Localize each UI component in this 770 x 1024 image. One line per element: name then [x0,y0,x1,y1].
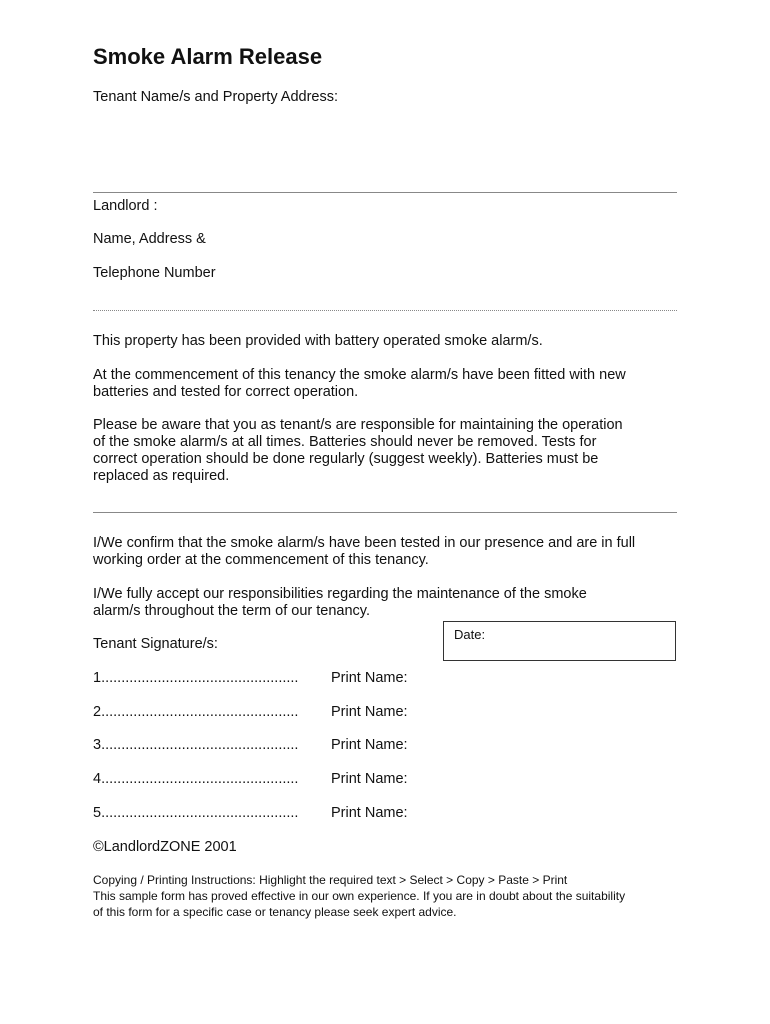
copying-instructions: Copying / Printing Instructions: Highlight the required text > Select > Copy > Paste > Print [93,873,568,887]
responsibility-statement-line-4: replaced as required. [93,468,230,484]
signature-line-1[interactable]: 1................................................. [93,670,299,686]
print-name-label-4: Print Name: [331,771,408,787]
signature-line-5[interactable]: 5................................................. [93,805,299,821]
accept-statement-line-2: alarm/s throughout the term of our tenancy. [93,603,370,619]
responsibility-statement-line-1: Please be aware that you as tenant/s are responsible for maintaining the operation [93,417,623,433]
print-name-label-2: Print Name: [331,704,408,720]
copyright: ©LandlordZONE 2001 [93,839,237,855]
responsibility-statement-line-3: correct operation should be done regularly (suggest weekly). Batteries must be [93,451,599,467]
responsibility-statement-line-2: of the smoke alarm/s at all times. Batteries should never be removed. Tests for [93,434,597,450]
disclaimer-line-2: of this form for a specific case or tenancy please seek expert advice. [93,905,457,919]
signature-line-4[interactable]: 4................................................. [93,771,299,787]
date-field[interactable] [443,621,676,661]
landlord-name-address-label: Name, Address & [93,231,206,247]
divider-2 [93,310,677,311]
provided-statement: This property has been provided with battery operated smoke alarm/s. [93,333,543,349]
accept-statement-line-1: I/We fully accept our responsibilities regarding the maintenance of the smoke [93,586,587,602]
print-name-label-5: Print Name: [331,805,408,821]
confirm-statement-line-1: I/We confirm that the smoke alarm/s have been tested in our presence and are in full [93,535,636,551]
divider-3 [93,512,677,513]
signature-line-3[interactable]: 3................................................. [93,737,299,753]
landlord-label: Landlord : [93,198,158,214]
print-name-label-1: Print Name: [331,670,408,686]
date-label: Date: [454,627,486,642]
signature-line-2[interactable]: 2................................................. [93,704,299,720]
commencement-statement-line-1: At the commencement of this tenancy the smoke alarm/s have been fitted with new [93,367,626,383]
disclaimer-line-1: This sample form has proved effective in our own experience. If you are in doubt about the suitability [93,889,626,903]
print-name-label-3: Print Name: [331,737,408,753]
tenant-address-label: Tenant Name/s and Property Address: [93,89,339,105]
landlord-telephone-label: Telephone Number [93,265,216,281]
commencement-statement-line-2: batteries and tested for correct operation. [93,384,359,400]
divider-1 [93,192,677,193]
tenant-signature-label: Tenant Signature/s: [93,636,218,652]
confirm-statement-line-2: working order at the commencement of this tenancy. [93,552,429,568]
form-title: Smoke Alarm Release [93,44,323,69]
